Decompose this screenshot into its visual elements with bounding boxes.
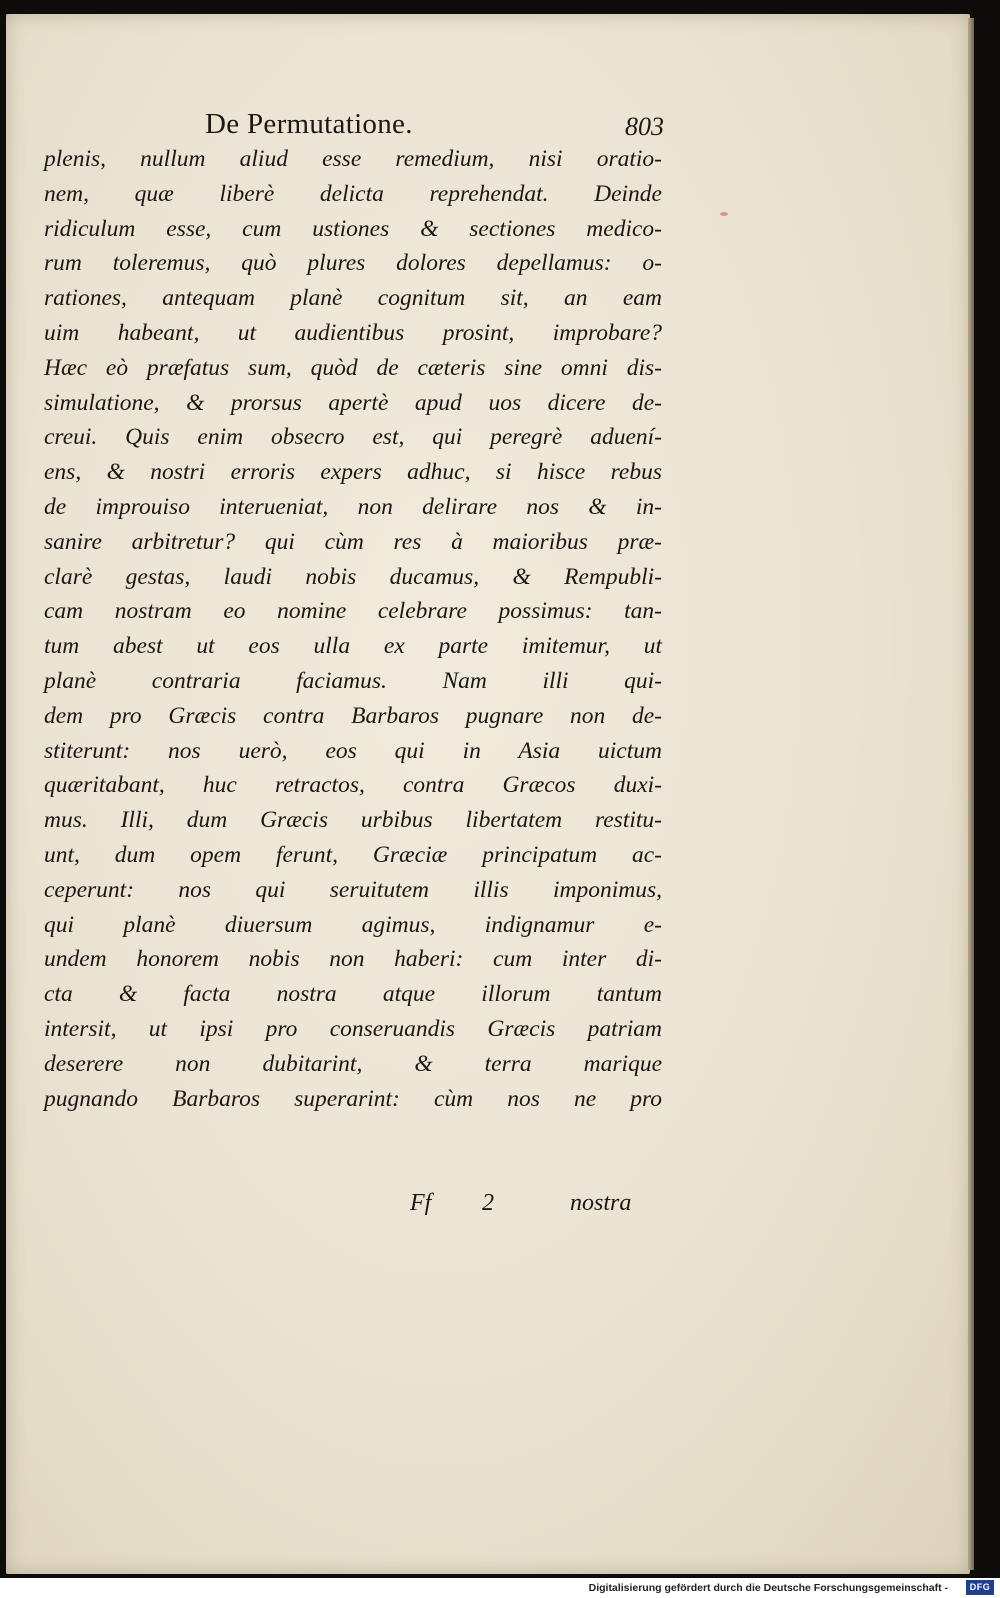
text-line: planè contraria faciamus. Nam illi qui- bbox=[44, 667, 662, 694]
text-line: undem honorem nobis non haberi: cum inter di- bbox=[44, 946, 662, 973]
text-line: cam nostram eo nomine celebrare possimus: tan- bbox=[44, 598, 662, 625]
catchword: nostra bbox=[570, 1190, 632, 1216]
text-line: dem pro Græcis contra Barbaros pugnare non de- bbox=[44, 702, 662, 729]
text-line: creui. Quis enim obsecro est, qui peregrè aduení- bbox=[44, 424, 662, 451]
text-line: plenis, nullum aliud esse remedium, nisi oratio- bbox=[44, 146, 662, 172]
text-line: uim habeant, ut audientibus prosint, improbare? bbox=[44, 319, 662, 346]
text-line: ridiculum esse, cum ustiones & sectiones medico- bbox=[44, 215, 662, 242]
footer-credit: Digitalisierung gefördert durch die Deutsche Forschungsgemeinschaft - bbox=[588, 1582, 948, 1594]
text-line: unt, dum opem ferunt, Græciæ principatum ac- bbox=[44, 841, 662, 868]
dfg-logo: DFG bbox=[966, 1580, 994, 1595]
text-line: de improuiso interueniat, non delirare nos & in- bbox=[44, 493, 662, 520]
page-edge bbox=[968, 18, 974, 1570]
text-line: tum abest ut eos ulla ex parte imitemur, ut bbox=[44, 633, 662, 660]
text-line: rationes, antequam planè cognitum sit, an eam bbox=[44, 285, 662, 312]
page-number: 803 bbox=[625, 112, 664, 141]
text-line: simulatione, & prorsus apertè apud uos dicere de- bbox=[44, 389, 662, 416]
text-line: cta & facta nostra atque illorum tantum bbox=[44, 981, 662, 1008]
text-line: intersit, ut ipsi pro conseruandis Græcis patriam bbox=[44, 1015, 662, 1042]
text-line: pugnando Barbaros superarint: cùm nos ne pro bbox=[44, 1085, 662, 1112]
ink-smudge bbox=[720, 212, 728, 216]
text-line: nem, quæ liberè delicta reprehendat. Deinde bbox=[44, 180, 662, 207]
text-line: Hæc eò præfatus sum, quòd de cæteris sine omni dis- bbox=[44, 354, 662, 381]
text-line: sanire arbitretur? qui cùm res à maioribus præ- bbox=[44, 528, 662, 555]
text-line: quæritabant, huc retractos, contra Græcos duxi- bbox=[44, 772, 662, 799]
text-line: rum toleremus, quò plures dolores depellamus: o- bbox=[44, 250, 662, 277]
running-head: De Permutatione. bbox=[205, 108, 413, 140]
signature-mark: Ff bbox=[410, 1190, 432, 1216]
body-text bbox=[44, 142, 662, 1116]
text-line: ceperunt: nos qui seruitutem illis imponimus, bbox=[44, 876, 662, 903]
text-line: mus. Illi, dum Græcis urbibus libertatem restitu- bbox=[44, 807, 662, 834]
text-line: stiterunt: nos uerò, eos qui in Asia uictum bbox=[44, 737, 662, 764]
text-line: ens, & nostri erroris expers adhuc, si hisce rebus bbox=[44, 459, 662, 486]
text-line: qui planè diuersum agimus, indignamur e- bbox=[44, 911, 662, 938]
signature-number: 2 bbox=[482, 1190, 494, 1216]
text-line: clarè gestas, laudi nobis ducamus, & Rempubli- bbox=[44, 563, 662, 590]
catchline bbox=[410, 1190, 660, 1226]
text-line: deserere non dubitarint, & terra marique bbox=[44, 1050, 662, 1077]
